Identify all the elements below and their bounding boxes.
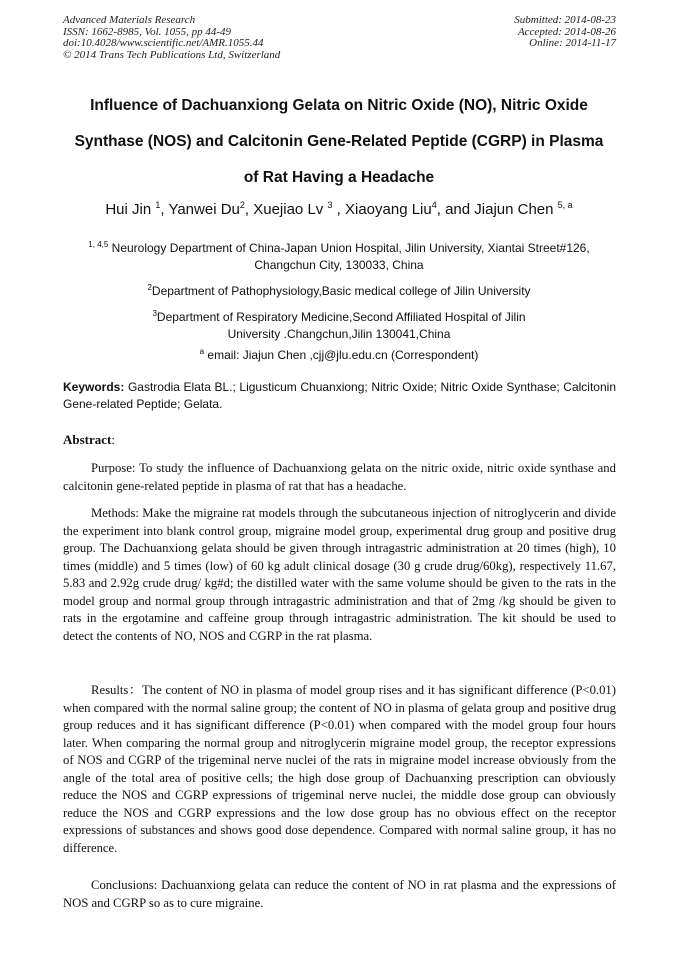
author-separator: , (160, 201, 169, 218)
author-name: Yanwei Du (168, 201, 240, 218)
affiliation-mark: 3 (152, 309, 157, 318)
abstract-methods: Methods: Make the migraine rat models through the subcutaneous injection of nitroglycerin and divide the experiment into blank control group, migraine model group, experimental drug group and positive drug group. The Dachuanxiong gelata should be given through intragastric administration at 20 times (high), 10 times (middle) and 5 times (low) of 60 kg adult clinical dosage (30 g crude drug/60kg), respectively 11.67, 5.83 and 2.92g crude drug/ kg#d; the distilled water with the same volume should be given to the rats in the model group and normal group through intragastric administration and that of 2mg /kg should be given to rats in the ergotamine and caffeine group through intragastric administration. The kit should be used to detect the contents of NO, NOS and CGRP in the rat plasma. (63, 506, 616, 643)
correspondent-email[interactable]: email: Jiajun Chen ,cjj@jlu.edu.cn (Correspondent) (207, 348, 479, 362)
author-name: Jiajun Chen (474, 201, 558, 218)
journal-doi[interactable]: doi:10.4028/www.scientific.net/AMR.1055.44 (63, 37, 264, 49)
publication-dates (514, 15, 616, 50)
title-line: Influence of Dachuanxiong Gelata on Nitric Oxide (NO), Nitric Oxide (90, 97, 588, 114)
title-line: of Rat Having a Headache (243, 169, 435, 186)
author-name: Hui Jin (105, 201, 156, 218)
online-date: Online: 2014-11-17 (529, 37, 616, 49)
journal-info (63, 15, 280, 61)
journal-issn: ISSN: 1662-8985, Vol. 1055, pp 44-49 (63, 25, 232, 38)
journal-copyright: © 2014 Trans Tech Publications Ltd, Switzerland (63, 48, 281, 61)
abstract-heading-label: Abstract (63, 432, 112, 447)
paper-title (40, 88, 638, 196)
keywords-text: Gastrodia Elata BL.; Ligusticum Chuanxiong; Nitric Oxide; Nitric Oxide Synthase; Calcitonin Gene-related Peptide; Gelata. (63, 380, 616, 411)
author-affiliation-mark: 5, a (557, 200, 573, 210)
author-name: Xuejiao Lv (253, 201, 328, 218)
abstract-conclusions: Conclusions: Dachuanxiong gelata can reduce the content of NO in rat plasma and the expressions of NOS and CGRP so as to cure migraine. (63, 878, 616, 910)
email-mark: a (199, 347, 205, 356)
affiliation-3 (40, 305, 638, 364)
submitted-date: Submitted: 2014-08-23 (514, 14, 616, 26)
abstract-purpose: Purpose: To study the influence of Dachuanxiong gelata on the nitric oxide, nitric oxide synthase and calcitonin gene-related peptide in plasma of rat that has a headache. (63, 461, 616, 493)
keywords-section (63, 379, 616, 413)
author-affiliation-mark: 2 (239, 200, 245, 210)
affiliation-text: Department of Pathophysiology,Basic medical college of Jilin University (151, 284, 531, 298)
author-affiliation-mark: 4 (431, 200, 437, 210)
affiliation-text: Neurology Department of China-Japan Union Hospital, Jilin University, Xiantai Street#126, (111, 241, 590, 255)
abstract-heading-colon: : (111, 432, 116, 447)
title-line: Synthase (NOS) and Calcitonin Gene-Related Peptide (CGRP) in Plasma (74, 133, 604, 150)
journal-name: Advanced Materials Research (63, 14, 196, 26)
author-separator: , and (436, 201, 475, 218)
affiliation-text: University .Changchun,Jilin 130041,China (227, 327, 451, 341)
author-list (40, 200, 638, 218)
author-separator: , (332, 201, 345, 218)
accepted-date: Accepted: 2014-08-26 (517, 25, 616, 38)
affiliation-mark: 2 (147, 283, 152, 292)
author-name: Xiaoyang Liu (344, 201, 432, 218)
affiliation-2 (40, 279, 638, 300)
author-affiliation-mark: 1 (155, 200, 161, 210)
affiliation-text: Department of Respiratory Medicine,Second Affiliated Hospital of Jilin (156, 310, 526, 324)
keywords-label: Keywords: (63, 380, 125, 394)
author-separator: , (244, 201, 254, 218)
affiliation-text: Changchun City, 130033, China (254, 258, 424, 272)
author-affiliation-mark: 3 (327, 200, 333, 210)
affiliation-1 (40, 236, 638, 274)
abstract-results: Results：The content of NO in plasma of model group rises and it has significant difference (P<0.01) when compared with the normal saline group; the content of NO in plasma of gelata group and positive drug group reduces and it has significant difference (P<0.01) when compared with the model group four hours later. When comparing the normal group and nitroglycerin migraine model group, the receptor expressions of NOS and CGRP of the trigeminal nerve nuclei of the rats in migraine model increase obviously from the angle of the total area of positive cells; the high dose group of Dachuanxing prescription can obviously reduce the NOS and CGRP expressions of trigeminal nerve nuclei, the middle dose group can obviously reduce the NOS and CGRP expressions and the low dose group has no obvious effect on the receptor expressions of substances and shows good dose dependence. Compared with normal saline group, it has no difference. (63, 683, 616, 855)
affiliation-mark: 1, 4,5 (88, 240, 109, 249)
abstract-heading (63, 432, 115, 448)
